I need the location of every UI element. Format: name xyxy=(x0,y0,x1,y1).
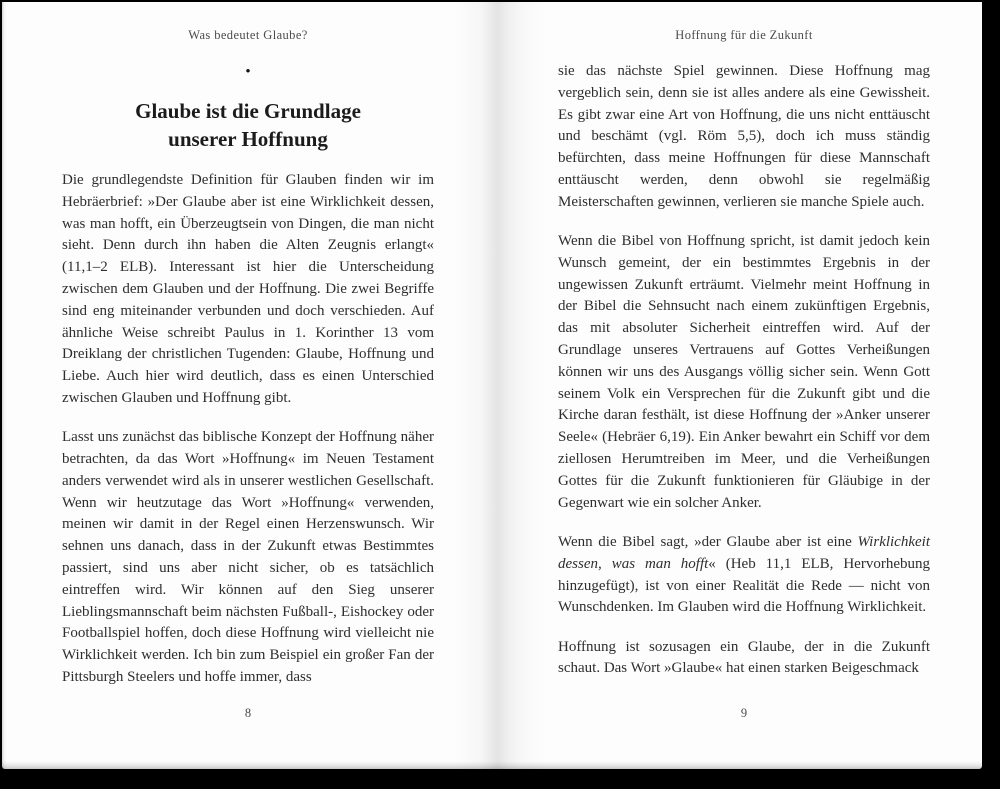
running-header-right: Hoffnung für die Zukunft xyxy=(675,28,813,42)
page-number-right: 9 xyxy=(740,706,748,720)
paragraph: Wenn die Bibel von Hoffnung spricht, ist damit jedoch kein Wunsch gemeint, der ein bestimmtes Ergebnis in der ungewissen Zukunft erträumt. Vielmehr meint Hoffnung in der Bibel die Sehnsucht nach einem zukünftigen Ergebnis, das mit absoluter Sicherheit eintreffen wird. Auf der Grundlage unseres Vertrauens auf Gottes Verheißungen können wir uns des Ausgangs völlig sicher sein. Wenn Gott seinem Volk ein Versprechen für die Zukunft gibt und die Kirche daran festhält, ist diese Hoffnung der »Anker unserer Seele« (Hebräer 6,19). Ein Anker bewahrt ein Schiff vor dem ziellosen Herumtreiben im Meer, und die Verheißungen Gottes für die Zukunft funktionieren für Gläubige in der Gegenwart wie ein solcher Anker. xyxy=(558,233,930,511)
open-book xyxy=(2,2,982,769)
page-left xyxy=(62,2,434,769)
paragraph: Die grundlegendste Definition für Glauben finden wir im Hebräerbrief: »Der Glaube aber ist eine Wirklichkeit dessen, was man hofft, ein Überzeugtsein von Dingen, die man nicht sieht. Denn durch ihn haben die Alten Zeugnis erlangt« (11,1–2 ELB). Interessant ist hier die Unterscheidung zwischen dem Glauben und der Hoffnung. Die zwei Begriffe sind eng miteinander verbunden und doch verschieden. Auf ähnliche Weise schreibt Paulus in 1. Korinther 13 vom Dreiklang der christlichen Tugenden: Glaube, Hoffnung und Liebe. Auch hier wird deutlich, dass es einen Unterschied zwischen Glauben und Hoffnung gibt. xyxy=(62,172,434,406)
stacked-page-edges xyxy=(2,761,982,769)
paragraph: Hoffnung ist sozusagen ein Glaube, der in die Zukunft schaut. Das Wort »Glaube« hat einen starken Beigeschmack xyxy=(558,638,930,677)
body-text-left xyxy=(62,170,434,689)
quote-italic-emphasis: Wirklichkeit dessen, was man hofft xyxy=(558,533,930,572)
running-header-left: Was bedeutet Glaube? xyxy=(188,28,308,42)
quote-before: Wenn die Bibel sagt, »der Glaube aber ist eine xyxy=(558,533,858,550)
body-text-right xyxy=(558,61,930,680)
section-marker-dot: • xyxy=(245,64,251,80)
page-number-left: 8 xyxy=(244,706,252,720)
paragraph: sie das nächste Spiel gewinnen. Diese Hoffnung mag vergeblich sein, denn sie ist alles andere als eine Gewissheit. Es gibt zwar eine Art von Hoffnung, die uns nicht enttäuscht und beschämt (vgl. Röm 5,5), doch ich muss ständig befürchten, dass meine Hoffnungen für diese Mannschaft enttäuscht werden, denn obwohl sie regelmäßig Meisterschaften gewinnen, verlieren sie manche Spiele auch. xyxy=(558,63,930,210)
chapter-title xyxy=(62,97,434,153)
book-left-edge-shadow xyxy=(2,2,7,769)
paragraph: Lasst uns zunächst das biblische Konzept der Hoffnung näher betrachten, da das Wort »Hoffnung« im Neuen Testament anders verwendet wird als in unserer westlichen Gesellschaft. Wenn wir heutzutage das Wort »Hoffnung« verwenden, meinen wir damit in der Regel einen Herzenswunsch. Wir sehnen uns danach, dass in der Zukunft etwas Bestimmtes passiert, sind uns aber nicht sicher, ob es tatsächlich eintreffen wird. Wir können auf den Sieg unserer Lieblingsmannschaft beim nächsten Fußball-, Eishockey oder Footballspiel hoffen, doch diese Hoffnung wird vielleicht nie Wirklichkeit werden. Ich bin zum Beispiel ein großer Fan der Pittsburgh Steelers und hoffe immer, dass xyxy=(62,429,434,686)
quote-after: « (Heb 11,1 ELB, Hervorhebung hinzugefügt), ist von einer Realität die Rede — nicht von Wunschdenken. Im Glauben wird die Hoffnung Wirklichkeit. xyxy=(558,555,930,616)
page-right xyxy=(558,2,930,769)
paragraph-with-emphasis xyxy=(558,532,930,619)
chapter-title-line2: unserer Hoffnung xyxy=(168,127,328,151)
book-gutter-shadow xyxy=(454,2,546,769)
chapter-title-line1: Glaube ist die Grundlage xyxy=(135,99,361,123)
